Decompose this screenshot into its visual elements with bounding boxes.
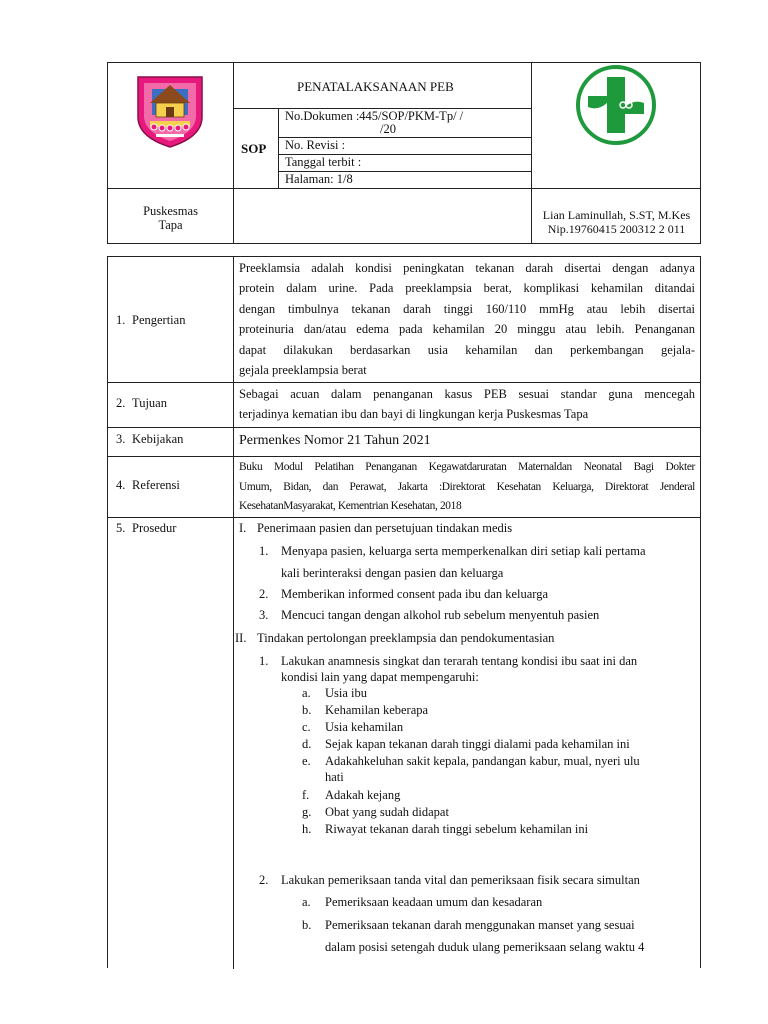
text-line: gejala preeklampsia berat	[239, 363, 367, 378]
referensi-text	[239, 458, 695, 517]
header-divider	[108, 188, 701, 189]
sub-list-item: hati	[325, 770, 344, 784]
sub-list-item: Adakah kejang	[325, 788, 401, 802]
puskesmas-logo	[574, 63, 658, 147]
header-divider	[233, 63, 234, 244]
text-line: proteinuria dan/atau edema pada kehamilan 20 minggu atau lebih. Penanganan	[239, 322, 695, 337]
item-marker: 1.	[259, 544, 269, 558]
regional-emblem-logo	[132, 71, 208, 151]
signer-nip: Nip.19760415 200312 2 011	[547, 222, 686, 236]
sub-list-item: Adakahkeluhan sakit kepala, pandangan kabur, mual, nyeri ulu	[325, 754, 640, 768]
section-label-prosedur: Prosedur	[132, 521, 177, 535]
list-item: Menyapa pasien, keluarga serta memperkenalkan diri setiap kali pertama	[281, 544, 646, 558]
part-marker: I.	[239, 521, 247, 535]
row-divider	[108, 517, 701, 518]
subitem-marker: c.	[302, 720, 311, 734]
org-name-line2: Tapa	[158, 218, 183, 232]
signer-name: Lian Laminullah, S.ST, M.Kes	[542, 208, 691, 222]
no-revisi: No. Revisi :	[285, 138, 346, 152]
text-line: protein dalam urine. Pada preeklampsia berat, komplikasi kehamilan ditandai	[239, 281, 695, 296]
tujuan-text	[239, 384, 695, 424]
part-marker: II.	[235, 631, 247, 645]
column-divider	[233, 257, 234, 969]
subitem-marker: b.	[302, 703, 312, 717]
list-item: Lakukan pemeriksaan tanda vital dan pemeriksaan fisik secara simultan	[281, 873, 640, 887]
sub-list-item: dalam posisi setengah duduk ulang pemeriksaan selang waktu 4	[325, 940, 645, 954]
sub-list-item: Sejak kapan tekanan darah tinggi dialami pada kehamilan ini	[325, 737, 630, 751]
tanggal-terbit: Tanggal terbit :	[285, 155, 362, 169]
sub-list-item: Usia kehamilan	[325, 720, 404, 734]
subitem-marker: d.	[302, 737, 312, 751]
list-item: kondisi lain yang dapat mempengaruhi:	[281, 670, 479, 684]
part-title: Penerimaan pasien dan persetujuan tindakan medis	[257, 521, 513, 535]
text-line: dengan timbulnya tekanan darah tinggi 160/110 mmHg atau lebih disertai	[239, 301, 695, 316]
no-dokumen: No.Dokumen :445/SOP/PKM-Tp/ /	[285, 109, 464, 123]
list-item: Mencuci tangan dengan alkohol rub sebelum menyentuh pasien	[281, 608, 600, 622]
header-table	[107, 62, 701, 244]
sub-list-item: Kehamilan keberapa	[325, 703, 429, 717]
section-label-pengertian: Pengertian	[132, 313, 186, 327]
section-number: 4.	[116, 478, 126, 492]
section-label-referensi: Referensi	[132, 478, 180, 492]
text-line: Preeklamsia adalah kondisi peningkatan tekanan darah disertai dengan adanya	[239, 261, 695, 275]
header-divider	[278, 108, 279, 188]
item-marker: 2.	[259, 587, 269, 601]
subitem-marker: e.	[302, 754, 311, 768]
list-item: Lakukan anamnesis singkat dan terarah tentang kondisi ibu saat ini dan	[281, 654, 638, 668]
text-line: terjadinya kematian ibu dan bayi di lingkungan kerja Puskesmas Tapa	[239, 407, 589, 421]
no-dokumen-year: /20	[380, 122, 396, 136]
section-number: 1.	[116, 313, 126, 327]
text-line: KesehatanMasyarakat, Kementrian Kesehatan, 2018	[239, 500, 462, 513]
text-line: Sebagai acuan dalam penanganan kasus PEB sesuai standar guna mencegah	[239, 387, 695, 401]
item-marker: 1.	[259, 654, 269, 668]
text-line: Umum, Bidan, dan Perawat, Jakarta :Direktorat Kesehatan Keluarga, Direktorat Jenderal	[239, 480, 695, 493]
section-number: 2.	[116, 396, 126, 410]
content-table	[107, 256, 701, 968]
row-divider	[108, 382, 701, 383]
text-line: dapat dilakukan berdasarkan usia kehamilan dan perkembangan gejala-	[239, 342, 695, 357]
list-item: kali berinteraksi dengan pasien dan keluarga	[281, 566, 504, 580]
sop-label: SOP	[241, 141, 267, 156]
org-name-line1: Puskesmas	[143, 204, 198, 218]
kebijakan-text: Permenkes Nomor 21 Tahun 2021	[239, 433, 431, 448]
sub-list-item: Riwayat tekanan darah tinggi sebelum kehamilan ini	[325, 822, 589, 836]
section-label-tujuan: Tujuan	[132, 396, 167, 410]
row-divider	[108, 456, 701, 457]
sub-list-item: Pemeriksaan tekanan darah menggunakan manset yang sesuai	[325, 918, 635, 932]
sub-list-item: Pemeriksaan keadaan umum dan kesadaran	[325, 895, 543, 909]
list-item: Memberikan informed consent pada ibu dan keluarga	[281, 587, 549, 601]
sub-list-item: Usia ibu	[325, 686, 368, 700]
subitem-marker: f.	[302, 788, 310, 802]
item-marker: 2.	[259, 873, 269, 887]
document-title: PENATALAKSANAAN PEB	[297, 79, 454, 94]
row-divider	[108, 427, 701, 428]
subitem-marker: b.	[302, 918, 312, 932]
subitem-marker: a.	[302, 686, 311, 700]
subitem-marker: h.	[302, 822, 312, 836]
sub-list-item: Obat yang sudah didapat	[325, 805, 449, 819]
part-title: Tindakan pertolongan preeklampsia dan pendokumentasian	[257, 631, 555, 645]
text-line: Buku Modul Pelatihan Penanganan Kegawatdaruratan Maternaldan Neonatal Bagi Dokter	[239, 461, 695, 473]
subitem-marker: a.	[302, 895, 311, 909]
subitem-marker: g.	[302, 805, 312, 819]
section-number: 5.	[116, 521, 126, 535]
item-marker: 3.	[259, 608, 269, 622]
halaman: Halaman: 1/8	[285, 172, 353, 186]
pengertian-text	[239, 258, 695, 380]
section-label-kebijakan: Kebijakan	[132, 432, 184, 446]
section-number: 3.	[116, 432, 126, 446]
